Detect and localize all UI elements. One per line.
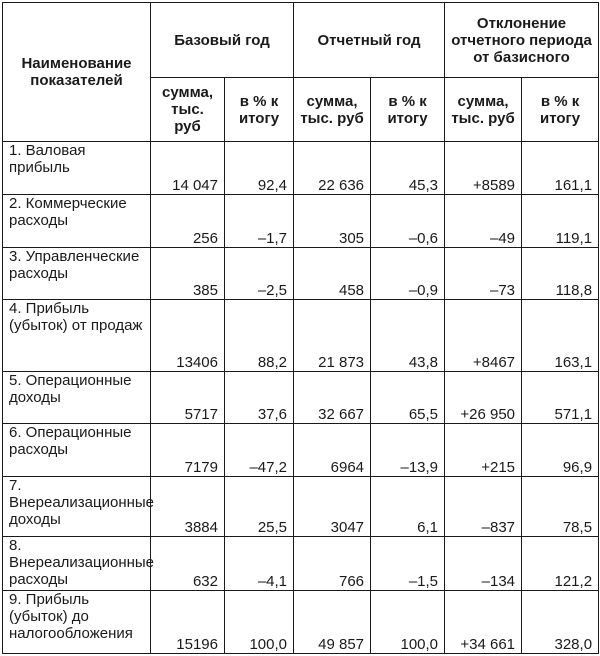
table-row <box>3 300 599 371</box>
report-pct-header: в % к итогу <box>371 78 445 142</box>
deviation-pct-cell: 161,1 <box>522 142 599 195</box>
indicator-name-cell: 4. Прибыль (убыток) от продаж <box>3 300 151 371</box>
base-pct-cell: 37,6 <box>225 371 294 424</box>
indicator-name-cell: 9. Прибыль (убыток) до налогообложения <box>3 590 151 653</box>
deviation-sum-cell: +8589 <box>445 142 522 195</box>
base-pct-cell: 100,0 <box>225 590 294 653</box>
deviation-sum-cell: +8467 <box>445 300 522 371</box>
report-sum-cell: 22 636 <box>294 142 371 195</box>
base-pct-header: в % к итогу <box>225 78 294 142</box>
table-row <box>3 424 599 477</box>
deviation-pct-cell: 571,1 <box>522 371 599 424</box>
base-pct-cell: –4,1 <box>225 537 294 591</box>
base-sum-cell: 256 <box>151 194 225 247</box>
deviation-pct-header: в % к итогу <box>522 78 599 142</box>
indicator-name-cell: 1. Валовая прибыль <box>3 142 151 195</box>
base-pct-cell: 88,2 <box>225 300 294 371</box>
deviation-pct-cell: 96,9 <box>522 424 599 477</box>
base-pct-cell: –47,2 <box>225 424 294 477</box>
deviation-pct-cell: 119,1 <box>522 194 599 247</box>
report-sum-cell: 6964 <box>294 424 371 477</box>
report-sum-cell: 3047 <box>294 477 371 537</box>
base-pct-cell: 92,4 <box>225 142 294 195</box>
report-pct-cell: 65,5 <box>371 371 445 424</box>
table-row <box>3 247 599 300</box>
deviation-header: Отклонение отчетного периода от базисного <box>445 3 599 78</box>
table-row <box>3 590 599 653</box>
report-sum-cell: 32 667 <box>294 371 371 424</box>
deviation-sum-cell: –134 <box>445 537 522 591</box>
header-row-top <box>3 3 599 78</box>
indicator-name-cell: 3. Управленческие расходы <box>3 247 151 300</box>
deviation-sum-cell: –49 <box>445 194 522 247</box>
report-sum-cell: 49 857 <box>294 590 371 653</box>
report-sum-cell: 458 <box>294 247 371 300</box>
deviation-sum-header: сумма, тыс. руб <box>445 78 522 142</box>
table-row <box>3 194 599 247</box>
report-pct-cell: –0,6 <box>371 194 445 247</box>
indicator-name-cell: 5. Операционные доходы <box>3 371 151 424</box>
base-sum-cell: 5717 <box>151 371 225 424</box>
report-pct-cell: –1,5 <box>371 537 445 591</box>
deviation-pct-cell: 328,0 <box>522 590 599 653</box>
deviation-pct-cell: 118,8 <box>522 247 599 300</box>
table-row <box>3 371 599 424</box>
base-pct-cell: –2,5 <box>225 247 294 300</box>
report-pct-cell: 6,1 <box>371 477 445 537</box>
report-sum-header: сумма, тыс. руб <box>294 78 371 142</box>
table-row <box>3 142 599 195</box>
report-sum-cell: 766 <box>294 537 371 591</box>
base-sum-header: сумма, тыс. руб <box>151 78 225 142</box>
base-sum-cell: 14 047 <box>151 142 225 195</box>
report-sum-cell: 21 873 <box>294 300 371 371</box>
base-sum-cell: 7179 <box>151 424 225 477</box>
base-pct-cell: –1,7 <box>225 194 294 247</box>
deviation-pct-cell: 121,2 <box>522 537 599 591</box>
financial-results-table <box>2 2 599 654</box>
report-pct-cell: 45,3 <box>371 142 445 195</box>
deviation-pct-cell: 163,1 <box>522 300 599 371</box>
base-year-header: Базовый год <box>151 3 294 78</box>
base-sum-cell: 385 <box>151 247 225 300</box>
deviation-sum-cell: –837 <box>445 477 522 537</box>
base-sum-cell: 3884 <box>151 477 225 537</box>
report-pct-cell: 100,0 <box>371 590 445 653</box>
report-pct-cell: 43,8 <box>371 300 445 371</box>
deviation-sum-cell: +34 661 <box>445 590 522 653</box>
report-pct-cell: –13,9 <box>371 424 445 477</box>
base-sum-cell: 15196 <box>151 590 225 653</box>
deviation-sum-cell: +215 <box>445 424 522 477</box>
base-sum-cell: 13406 <box>151 300 225 371</box>
table-row <box>3 477 599 537</box>
indicator-name-cell: 6. Операционные расходы <box>3 424 151 477</box>
indicator-name-cell: 7. Внереализационные доходы <box>3 477 151 537</box>
base-pct-cell: 25,5 <box>225 477 294 537</box>
base-sum-cell: 632 <box>151 537 225 591</box>
report-pct-cell: –0,9 <box>371 247 445 300</box>
indicator-name-cell: 2. Коммерческие расходы <box>3 194 151 247</box>
deviation-sum-cell: –73 <box>445 247 522 300</box>
indicator-header: Наименование показателей <box>3 3 151 142</box>
report-sum-cell: 305 <box>294 194 371 247</box>
deviation-pct-cell: 78,5 <box>522 477 599 537</box>
report-year-header: Отчетный год <box>294 3 445 78</box>
table-row <box>3 537 599 591</box>
deviation-sum-cell: +26 950 <box>445 371 522 424</box>
table-body <box>3 142 599 654</box>
indicator-name-cell: 8. Внереализационные расходы <box>3 537 151 591</box>
